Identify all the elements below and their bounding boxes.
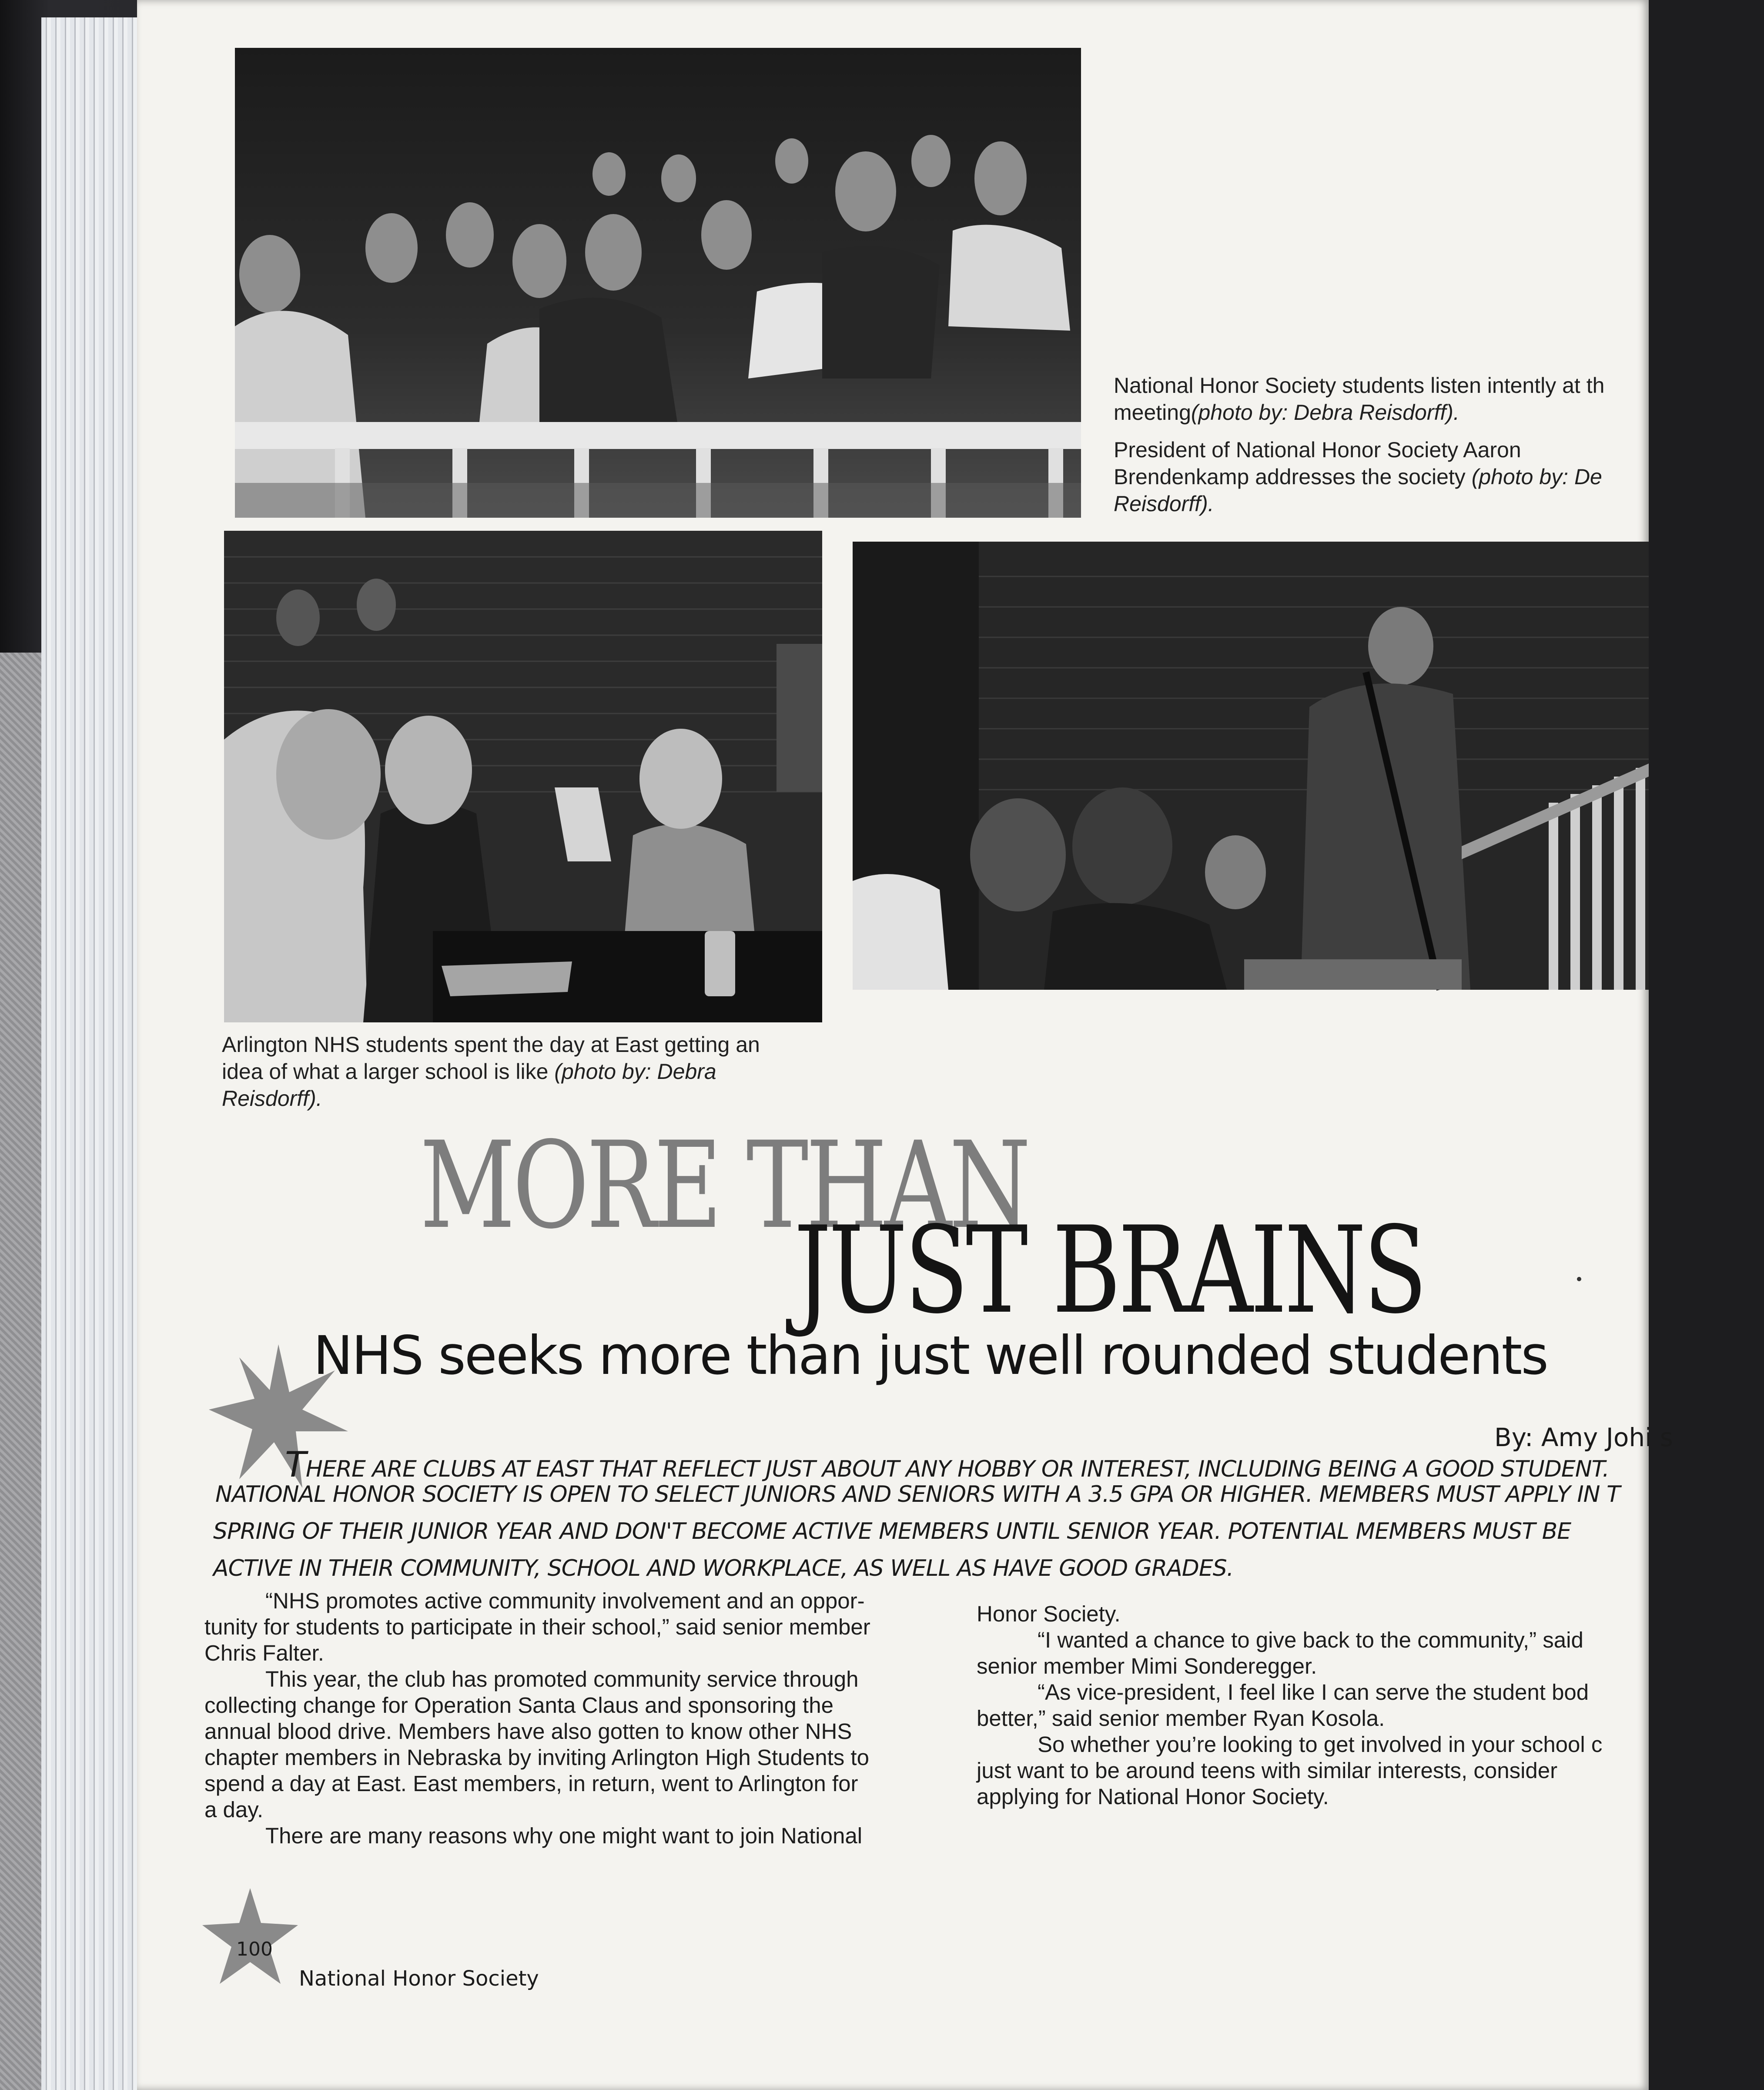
photo-audience — [235, 48, 1081, 518]
body-line: Chris Falter. — [204, 1641, 324, 1665]
body-line: annual blood drive. Members have also gotten to know other NHS — [204, 1719, 852, 1744]
body-line: a day. — [204, 1797, 264, 1822]
photo-arlington-students — [224, 531, 822, 1022]
headline-part1: MORE THAN — [420, 1116, 1028, 1255]
body-column-left — [204, 1588, 870, 1849]
body-line: chapter members in Nebraska by inviting Arlington High Students to — [204, 1745, 869, 1770]
photo-credit: (photo by: De — [1471, 465, 1602, 489]
intro-line-3: SPRING OF THEIR JUNIOR YEAR AND DON'T BECOME ACTIVE MEMBERS UNTIL SENIOR YEAR. POTENTIAL MEMBERS MUST BE — [213, 1518, 1571, 1544]
intro-dropcap: T — [285, 1444, 306, 1485]
caption-president-line2 — [1114, 463, 1602, 490]
caption-president-line3 — [1114, 490, 1602, 517]
headline-part2: JUST BRAINS — [794, 1201, 1425, 1340]
page-number: 100 — [236, 1938, 273, 1960]
caption-text: Brendenkamp addresses the society — [1114, 465, 1472, 489]
caption-text: idea of what a larger school is like — [222, 1059, 555, 1084]
photo-credit: Reisdorff). — [1114, 492, 1214, 516]
body-line: “NHS promotes active community involvement and an oppor- — [265, 1588, 865, 1613]
byline: By: Amy Johi s — [1494, 1423, 1673, 1452]
intro-line-2: NATIONAL HONOR SOCIETY IS OPEN TO SELECT JUNIORS AND SENIORS WITH A 3.5 GPA OR HIGHER. MEMBERS MUST APPLY IN T — [215, 1481, 1620, 1507]
caption-president-line1: President of National Honor Society Aaron — [1114, 438, 1521, 462]
section-label: National Honor Society — [299, 1966, 539, 1991]
body-line: just want to be around teens with similar interests, consider — [977, 1758, 1558, 1783]
caption-arlington-line3 — [222, 1085, 760, 1112]
photo-credit: (photo by: Debra — [554, 1059, 716, 1084]
body-line: senior member Mimi Sonderegger. — [977, 1654, 1317, 1678]
headline-dot — [1577, 1277, 1581, 1281]
caption-president — [1114, 436, 1602, 517]
caption-audience-line1: National Honor Society students listen intently at th — [1114, 373, 1605, 398]
body-line: “I wanted a chance to give back to the community,” said — [1038, 1628, 1583, 1652]
intro-text: HERE ARE CLUBS AT EAST THAT REFLECT JUST ABOUT ANY HOBBY OR INTEREST, INCLUDING BEING A GOOD STUDENT. — [305, 1456, 1609, 1482]
photo-president-speaker — [853, 542, 1649, 990]
body-line: This year, the club has promoted community service through — [265, 1667, 859, 1691]
caption-arlington-line2 — [222, 1058, 760, 1085]
caption-arlington — [222, 1031, 760, 1112]
body-line: applying for National Honor Society. — [977, 1784, 1329, 1809]
caption-audience — [1114, 372, 1604, 426]
body-line: collecting change for Operation Santa Claus and sponsoring the — [204, 1693, 833, 1718]
body-line: better,” said senior member Ryan Kosola. — [977, 1706, 1385, 1731]
body-line: So whether you’re looking to get involved in your school c — [1038, 1732, 1603, 1757]
body-line: tunity for students to participate in their school,” said senior member — [204, 1614, 870, 1639]
subheadline: NHS seeks more than just well rounded students — [313, 1325, 1547, 1387]
intro-line-4: ACTIVE IN THEIR COMMUNITY, SCHOOL AND WORKPLACE, AS WELL AS HAVE GOOD GRADES. — [213, 1555, 1234, 1581]
intro-line-1 — [285, 1444, 1764, 1485]
yearbook-page — [137, 0, 1673, 2090]
caption-text: meeting — [1114, 400, 1191, 425]
body-line: There are many reasons why one might want to join National — [265, 1823, 863, 1848]
body-line: “As vice-president, I feel like I can serve the student bod — [1038, 1680, 1589, 1705]
caption-arlington-line1: Arlington NHS students spent the day at East getting an — [222, 1032, 760, 1057]
photo-credit: Reisdorff). — [222, 1086, 322, 1111]
caption-audience-line2 — [1114, 399, 1604, 426]
body-column-right — [977, 1601, 1602, 1810]
body-line: Honor Society. — [977, 1601, 1121, 1626]
photo-credit: (photo by: Debra Reisdorff). — [1191, 400, 1459, 425]
body-line: spend a day at East. East members, in return, went to Arlington for — [204, 1771, 858, 1796]
